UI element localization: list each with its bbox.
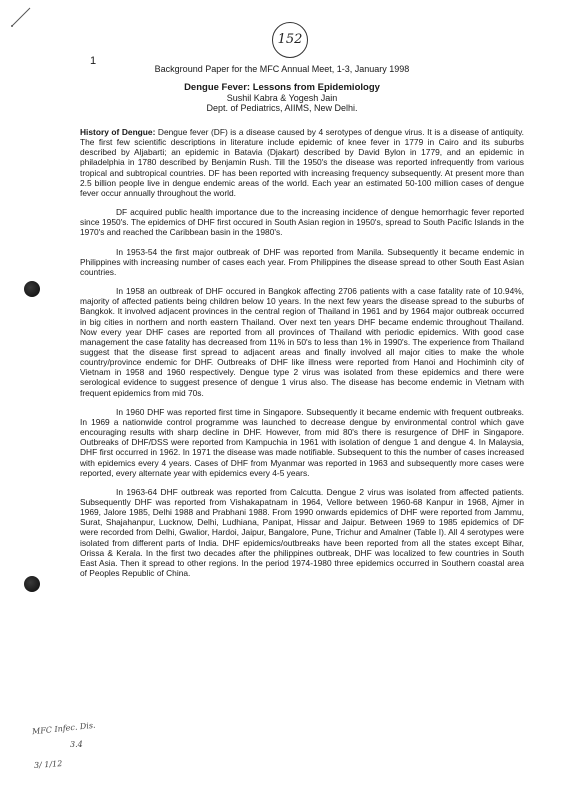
- paragraph-manila: In 1953-54 the first major outbreak of DHF was reported from Manila. Subsequently it became endemic in Philippines with increasing number of cases each year. From Philippines the disease spread to other South East Asian countries.: [80, 246, 524, 277]
- punch-hole: [24, 576, 40, 592]
- handwritten-note: MFC Infec. Dis.: [31, 720, 96, 737]
- handwritten-date: 3/ 1/12: [33, 759, 63, 770]
- page-stamp-number: 152: [272, 22, 308, 58]
- paper-title: Dengue Fever: Lessons from Epidemiology: [184, 82, 380, 93]
- paragraph-singapore: In 1960 DHF was reported first time in Singapore. Subsequently it became endemic with frequent outbreaks. In 1969 a nationwide control programme was launched to decrease dengue by environmental control which gave encouraging results with sharp decline in DHF. However, from mid 80's there is resurgence of DHF in Singapore. Outbreaks of DHF/DSS were reported from Kampuchia in 1961 with isolation of dengue 1 and dengue 4. In Malaysia, DHF first occurred in 1962. In 1971 the disease was made notifiable. Subsequent to this the number of cases increased with epidemics every 4 years. Cases of DHF from Myanmar was reported in 1963 and subsequently more cases were reported, every alternate year with epidemics every 4-5 years.: [80, 406, 524, 478]
- history-heading: History of Dengue:: [80, 127, 156, 137]
- paragraph-dhf-importance: DF acquired public health importance due to the increasing incidence of dengue hemorrhagic fever reported since 1950's. The epidemics of DHF first occured in South Asian region in 1950's, spread to South Pacific Islands in the 1970's and reached the Caribbean basin in the 1980's.: [80, 207, 524, 238]
- punch-hole: [24, 281, 40, 297]
- history-text: Dengue fever (DF) is a disease caused by 4 serotypes of dengue virus. It is a disease of antiquity. The first few scientific descriptions in literature include epidemic of knee fever in 1779 in Cairo and its suburbs described by Aljabarti; an epidemic in Batavia (Djakart) described by David Bylon in 1779, and an epidemic in philadelphia in 1780 described by Benjamin Rush. Till the 1950's the disease was reported infrequently from various tropical and subtropical countries. DF has been reported with increasing frequency subsequently. At present more than 2.5 billion people live in dengue endemic areas of the world. Each year an estimated 50-100 million cases of dengue fever occur annually throughout the world.: [80, 127, 524, 198]
- department-line: Dept. of Pediatrics, AIIMS, New Delhi.: [206, 103, 358, 113]
- paragraph-bangkok: In 1958 an outbreak of DHF occured in Bangkok affecting 2706 patients with a case fatality rate of 10.94%, majority of affected patients being children below 10 years. In the next few years the disease spread to the suburbs of Bangkok. It involved adjacent provinces in the central region of Thailand in 1961 and by 1964 major outbreak occurred in big cities in northern and north eastern Thailand. Over next ten years DHF became endemic throughout Thailand. Now every year DHF cases are reported from all provinces of Thailand with periodic epidemics. With good case management the case fatality has decreased from 11% in 50's to less than 1% in 1990's. The experience from Thailand suggest that the disease first spread to adjacent areas and finally involved all major cities to make the whole country/province endemic for DHF. Outbreaks of DHF like illness were reported from Hanoi and Hochiminh city of Vietnam in 1958 and 1960 respectively. Dengue type 2 virus was isolated from these epidemics and there were serological evidence to suggest presence of dengue 1 virus also. The disease has become endemic in Vietnam with frequent epidemics from mid 70s.: [80, 286, 524, 398]
- page-number: 1: [90, 55, 97, 67]
- handwritten-note-sub: 3.4: [70, 740, 83, 749]
- paragraph-india: In 1963-64 DHF outbreak was reported from Calcutta. Dengue 2 virus was isolated from affected patients. Subsequently DHF was reported from Vishakapatnam in 1964, Vellore between 1960-68 Kanpur in 1968, Ajmer in 1969, Jalore 1985, Delhi 1988 and Prabhani 1988. From 1990 onwards epidemics of DHF were reported from Jammu, Surat, Shajahanpur, Lucknow, Delhi, Ludhiana, Panipat, Hissar and Jaipur. Between 1969 to 1985 epidemics of DF were recorded from Delhi, Gwalior, Hardoi, Jaipur, Bangalore, Pune, Trichur and Amalner (Table I). All 4 serotypes were isolated from different parts of India. DHF epidemics/outbreaks have been reported from all the states except Bihar, Orissa & Kerala. In the first two decades after the philippines outbreak, DHF was localized to few countries in South East Asia. Then it spread to other regions. In the period 1974-1980 three epidemics occurred in Southern coastal area of Peoples Republic of China.: [80, 486, 524, 579]
- background-line: Background Paper for the MFC Annual Meet, 1-3, January 1998: [154, 64, 410, 74]
- authors-line: Sushil Kabra & Yogesh Jain: [226, 93, 338, 103]
- document-body: [80, 127, 524, 587]
- paragraph-history: [80, 127, 524, 198]
- pencil-mark-icon: [8, 4, 34, 30]
